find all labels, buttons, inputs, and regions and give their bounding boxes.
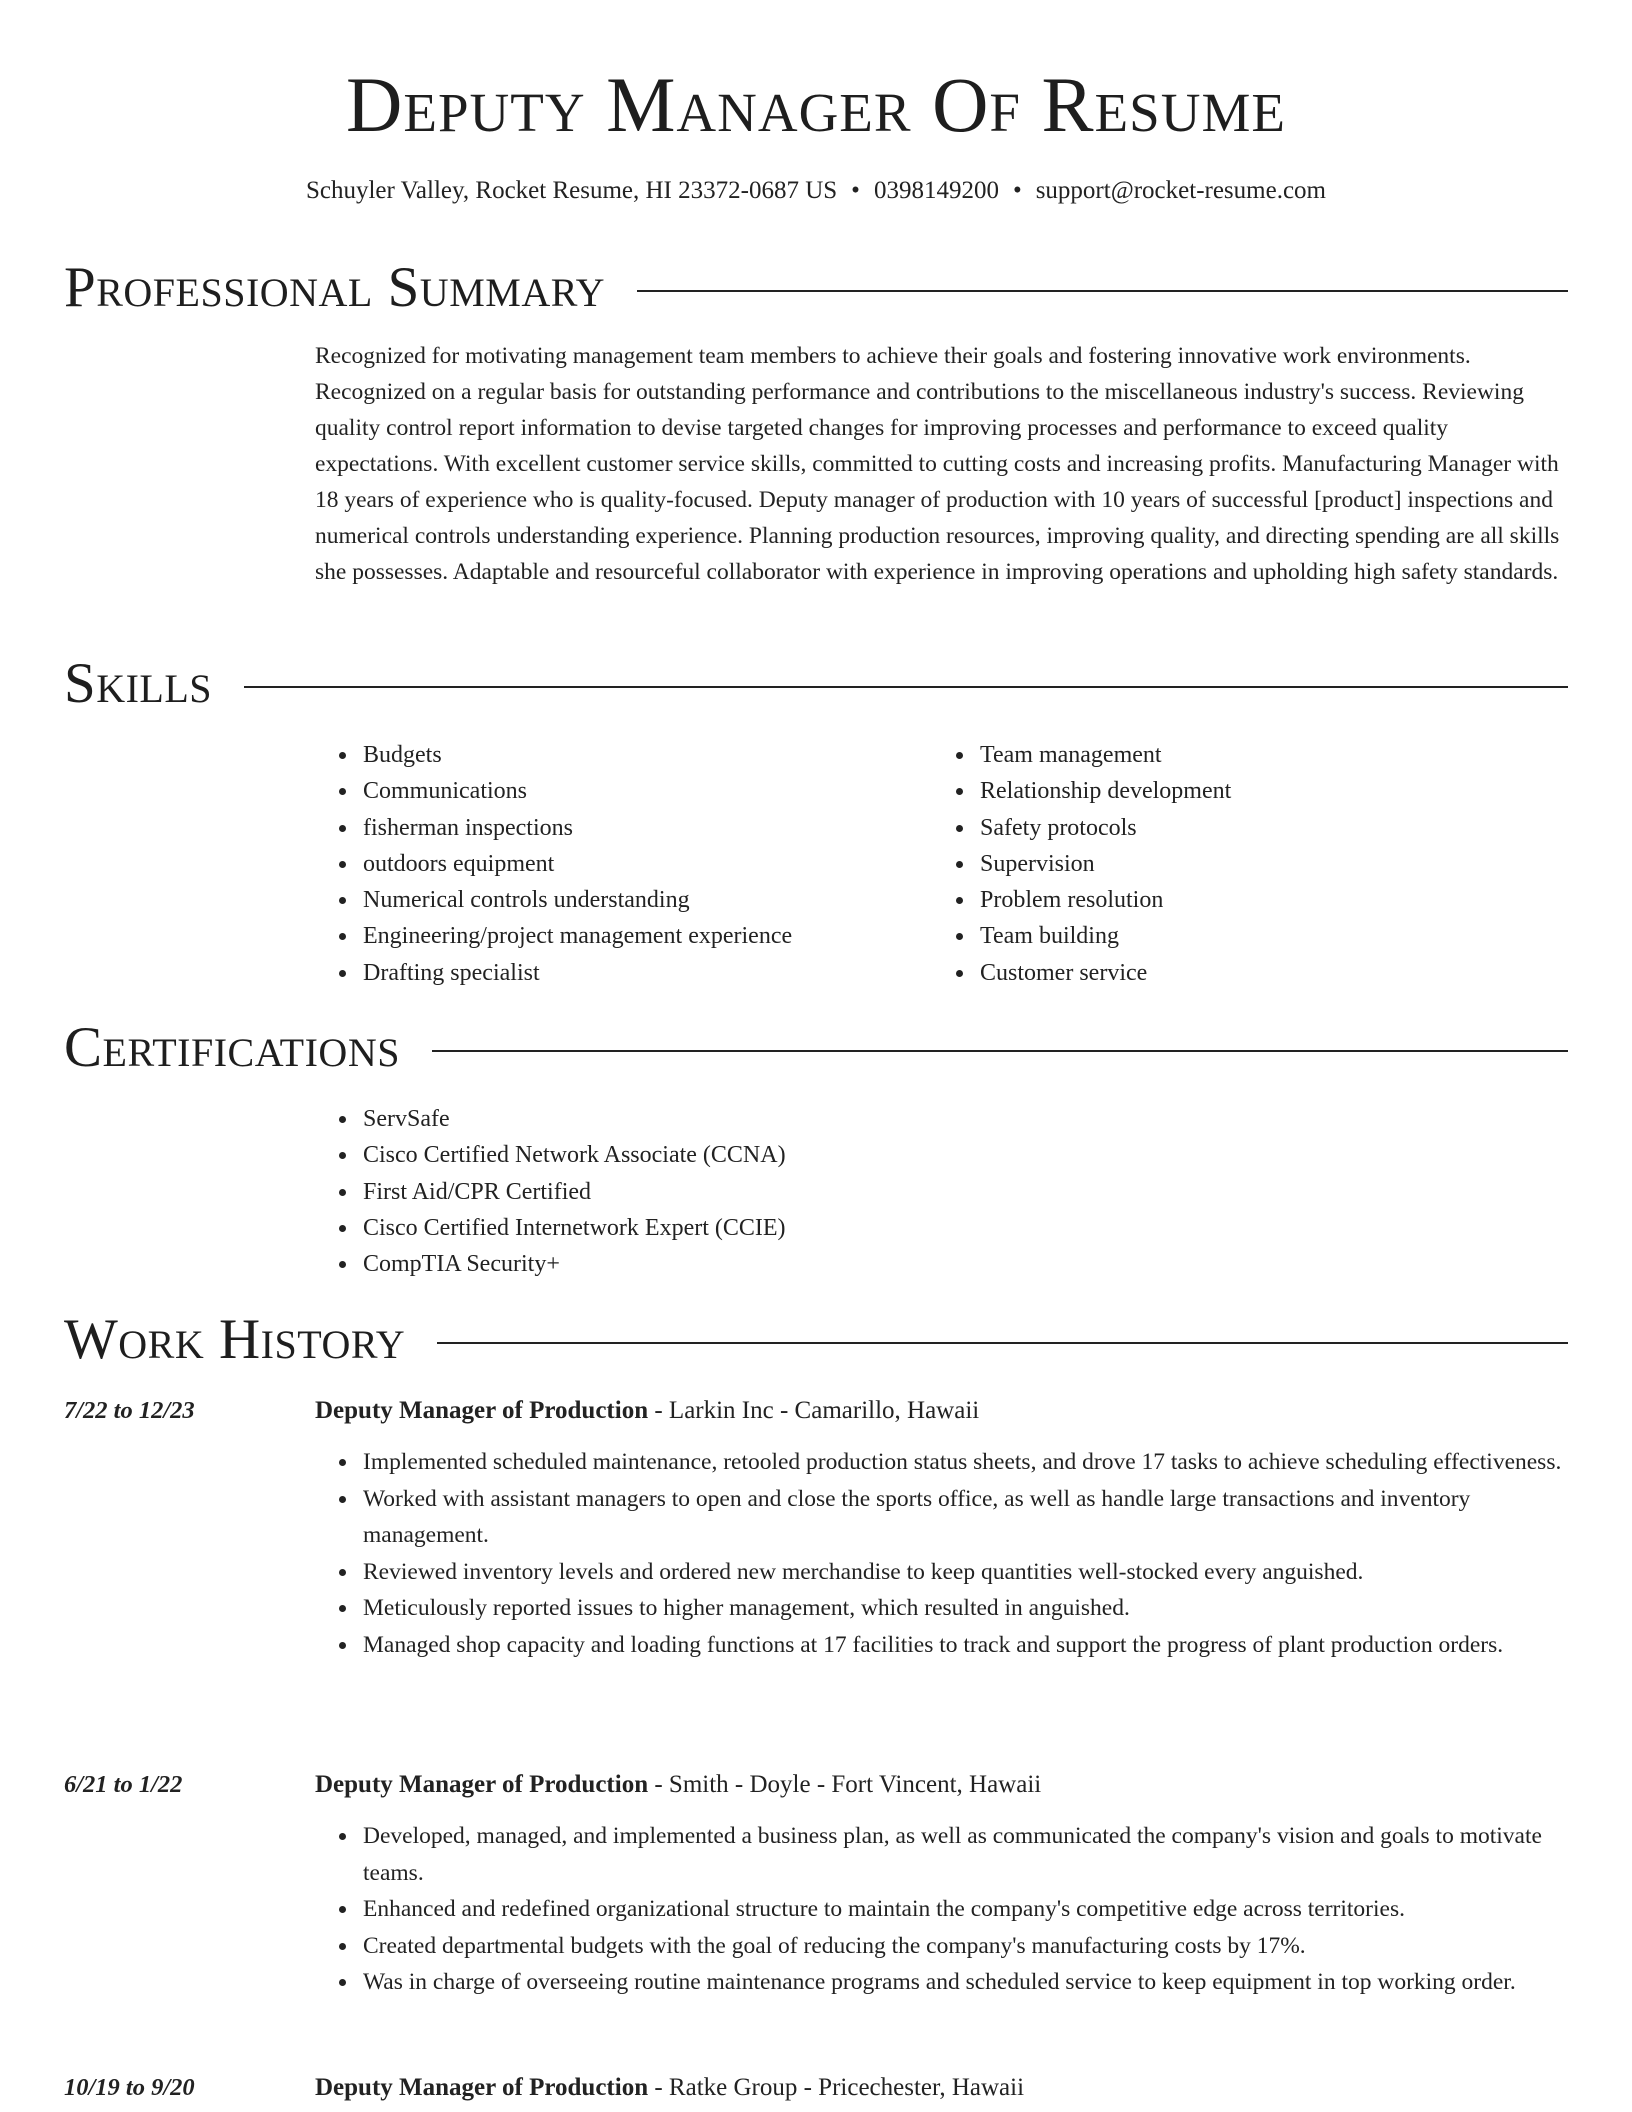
job-role: Deputy Manager of Production	[315, 1771, 649, 1798]
section-divider	[437, 1342, 1568, 1344]
summary-text: Recognized for motivating management team members to achieve their goals and fostering innovative work environments. Recognized on a regular basis for outstanding performance and contributions to the miscellaneous industry's success. Reviewing quality control report information to devise targeted changes for improving processes and performance to exceed quality expectations. With excellent customer service skills, committed to cutting costs and increasing profits. Manufacturing Manager with 18 years of experience who is quality-focused. Deputy manager of production with 10 years of successful [product] inspections and numerical controls understanding experience. Planning production resources, improving quality, and directing spending are all skills she possesses. Adaptable and resourceful collaborator with experience in improving operations and upholding high safety standards.	[315, 343, 1560, 585]
skill-item: • Safety protocols	[976, 810, 1536, 846]
contact-email[interactable]: support@rocket-resume.com	[1035, 177, 1326, 204]
certification-item: • First Aid/CPR Certified	[359, 1174, 1259, 1210]
job-title-line	[315, 1767, 1041, 1803]
skills-list-left	[359, 737, 919, 991]
skill-item: • fisherman inspections	[359, 810, 919, 846]
contact-separator: •	[1012, 177, 1022, 204]
job-role: Deputy Manager of Production	[315, 2074, 649, 2101]
section-title-summary: Professional Summary	[64, 256, 606, 319]
job-dates: 6/21 to 1/22	[64, 1771, 183, 1798]
section-divider	[432, 1050, 1568, 1052]
certification-item: • Cisco Certified Network Associate (CCNA)	[359, 1137, 1259, 1173]
certification-item: • ServSafe	[359, 1101, 1259, 1137]
contact-separator: •	[851, 177, 860, 204]
certification-item: • CompTIA Security+	[359, 1246, 1259, 1282]
resume-name: Deputy Manager Of Resume	[346, 61, 1286, 148]
section-title-certifications: Certifications	[64, 1016, 400, 1079]
job-bullet: • Created departmental budgets with the goal of reducing the company's manufacturing costs by 17%.	[359, 1928, 1568, 1965]
contact-line	[0, 174, 1632, 208]
certifications-section-header	[64, 1016, 1568, 1080]
work-history-section-header	[64, 1308, 1568, 1372]
skill-item: • Customer service	[976, 955, 1536, 991]
skills-list-right	[976, 737, 1536, 991]
job-bullet-list	[359, 1818, 1568, 2001]
skill-item: • Relationship development	[976, 773, 1536, 809]
skill-item: • Communications	[359, 773, 919, 809]
section-title-work-history: Work History	[64, 1308, 406, 1371]
skills-section-header	[64, 652, 1568, 716]
skill-item: • Problem resolution	[976, 882, 1536, 918]
skill-item: • outdoors equipment	[359, 846, 919, 882]
certifications-list	[359, 1101, 1259, 1282]
job-bullet: • Enhanced and redefined organizational structure to maintain the company's competitive edge across territories.	[359, 1891, 1568, 1928]
job-bullet: • Worked with assistant managers to open and close the sports office, as well as handle large transactions and inventory management.	[359, 1481, 1568, 1554]
section-divider	[637, 290, 1568, 292]
section-divider	[244, 686, 1568, 688]
job-title-line	[315, 2070, 1024, 2106]
job-dates: 7/22 to 12/23	[64, 1397, 195, 1424]
skill-item: • Engineering/project management experience	[359, 918, 919, 954]
skill-item: • Numerical controls understanding	[359, 882, 919, 918]
job-bullet: • Meticulously reported issues to higher management, which resulted in anguished.	[359, 1590, 1568, 1627]
contact-phone: 0398149200	[873, 177, 999, 204]
job-bullet: • Was in charge of overseeing routine maintenance programs and scheduled service to keep equipment in top working order.	[359, 1964, 1568, 2001]
job-dates: 10/19 to 9/20	[64, 2074, 195, 2101]
job-bullet-list	[359, 1444, 1568, 1663]
contact-address: Schuyler Valley, Rocket Resume, HI 23372-0687 US	[305, 177, 838, 204]
job-company-location: - Smith - Doyle - Fort Vincent, Hawaii	[648, 1771, 1042, 1798]
section-title-skills: Skills	[64, 652, 213, 715]
summary-section-header	[64, 256, 1568, 320]
job-company-location: - Larkin Inc - Camarillo, Hawaii	[648, 1397, 980, 1424]
skill-item: • Supervision	[976, 846, 1536, 882]
job-company-location: - Ratke Group - Pricechester, Hawaii	[648, 2074, 1025, 2101]
job-bullet: • Implemented scheduled maintenance, retooled production status sheets, and drove 17 tasks to achieve scheduling effectiveness.	[359, 1444, 1568, 1481]
job-bullet: • Reviewed inventory levels and ordered new merchandise to keep quantities well-stocked every anguished.	[359, 1554, 1568, 1591]
skill-item: • Drafting specialist	[359, 955, 919, 991]
skill-item: • Team management	[976, 737, 1536, 773]
skill-item: • Budgets	[359, 737, 919, 773]
job-bullet: • Developed, managed, and implemented a business plan, as well as communicated the company's vision and goals to motivate teams.	[359, 1818, 1568, 1891]
job-role: Deputy Manager of Production	[315, 1397, 649, 1424]
job-title-line	[315, 1393, 979, 1429]
certification-item: • Cisco Certified Internetwork Expert (CCIE)	[359, 1210, 1259, 1246]
skill-item: • Team building	[976, 918, 1536, 954]
job-bullet: • Managed shop capacity and loading functions at 17 facilities to track and support the progress of plant production orders.	[359, 1627, 1568, 1664]
